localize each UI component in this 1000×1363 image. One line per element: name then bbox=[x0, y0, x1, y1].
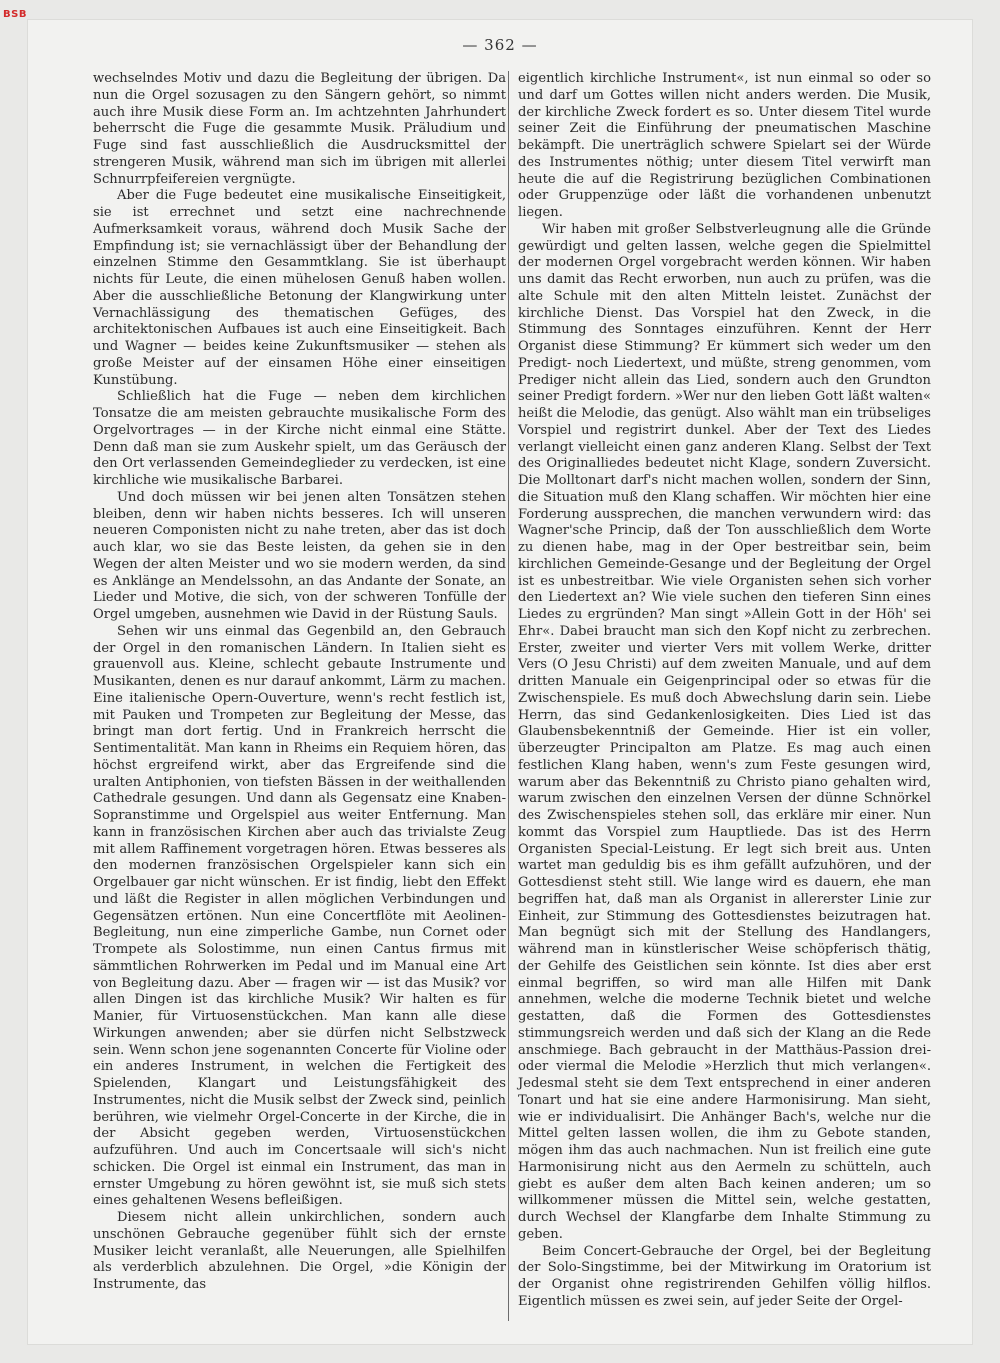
paragraph: Aber die Fuge bedeutet eine musikalische Einseitigkeit, sie ist errechnet und setzt eine nachrechnende Aufmerksamkeit voraus, während doch Musik Sache der Empfindung ist; sie vernachlässigt über der Behandlung der einzelnen Stimme den Gesammtklang. Sie ist überhaupt nichts für Leute, die einen mühelosen Genuß haben wollen. Aber die ausschließliche Betonung der Klangwirkung unter Vernachlässigung des thematischen Gefüges, des architektonischen Aufbaues ist auch eine Einseitigkeit. Bach und Wagner — beides keine Zukunftsmusiker — stehen als große Meister auf der einsamen Höhe einer einseitigen Kunstübung. bbox=[93, 188, 506, 388]
paragraph: wechselndes Motiv und dazu die Begleitung der übrigen. Da nun die Orgel sozusagen zu den Sängern gehört, so nimmt auch ihre Musik diese Form an. Im achtzehnten Jahrhundert beherrscht die Fuge die gesammte Musik. Präludium und Fuge sind fast ausschließlich die Ausdrucksmittel der strengeren Musik, während man sich im übrigen mit allerlei Schnurrpfeifereien vergnügte. bbox=[93, 71, 506, 187]
column-divider bbox=[508, 71, 509, 1321]
right-column bbox=[518, 71, 931, 1311]
paragraph: Wir haben mit großer Selbstverleugnung alle die Gründe gewürdigt und gelten lassen, welche gegen die Spielmittel der modernen Orgel vorgebracht werden können. Wir haben uns damit das Recht erworben, nun auch zu prüfen, was die alte Schule mit den alten Mitteln leistet. Zunächst der kirchliche Dienst. Das Vorspiel hat den Zweck, in die Stimmung des Sonntages einzuführen. Kennt der Herr Organist diese Stimmung? Er kümmert sich weder um den Predigt- noch Liedertext, und müßte, streng genommen, vom Prediger nicht allein das Lied, sondern auch den Grundton seiner Predigt fordern. »Wer nur den lieben Gott läßt walten« heißt die Melodie, das genügt. Also wählt man ein trübseliges Vorspiel und registrirt dunkel. Aber der Text des Liedes verlangt vielleicht einen ganz anderen Klang. Selbst der Text des Originalliedes bedeutet nicht Klage, sondern Zuversicht. Die Molltonart darf's nicht machen wollen, sondern der Sinn, die Situation muß den Klang schaffen. Wir möchten hier eine Forderung aussprechen, die manchen verwundern wird: das Wagner'sche Princip, daß der Ton ausschließlich dem Worte zu dienen habe, mag in der Oper bestreitbar sein, beim kirchlichen Gemeinde-Gesange und der Begleitung der Orgel ist es unbestreitbar. Wie viele Organisten sehen sich vorher den Liedertext an? Wie viele suchen den tieferen Sinn eines Liedes zu ergründen? Man singt »Allein Gott in der Höh' sei Ehr«. Dabei braucht man sich den Kopf nicht zu zerbrechen. Erster, zweiter und vierter Vers mit vollem Werke, dritter Vers (O Jesu Christi) auf dem zweiten Manuale, und auf dem dritten Manuale ein Geigenprincipal oder so etwas für die Zwischenspiele. Es muß doch Abwechslung darin sein. Liebe Herrn, das sind Gedankenlosigkeiten. Dies Lied ist das Glaubensbekenntniß der Gemeinde. Hier ist ein voller, überzeugter Principalton am Platze. Es mag auch einen festlichen Klang haben, wenn's zum Feste gesungen wird, warum aber das Bekenntniß zu Christo piano gehalten wird, warum zwischen den einzelnen Versen der dünne Schnörkel des Zwischenspieles stehen soll, das erkläre mir einer. Nun kommt das Vorspiel zum Hauptliede. Das ist des Herrn Organisten Special-Leistung. Er legt sich breit aus. Unten wartet man geduldig bis es ihm gefällt aufzuhören, und der Gottesdienst steht still. Wie lange wird es dauern, ehe man begriffen hat, daß man als Organist in allererster Linie zur Einheit, zur Stimmung des Gottesdienstes beizutragen hat. Man begnügt sich mit der Stellung des Handlangers, während man in künstlerischer Weise schöpferisch thätig, der Gehilfe des Geistlichen sein könnte. Ist dies aber erst einmal begriffen, so wird man alle Hilfen mit Dank annehmen, welche die moderne Technik bietet und welche gestatten, daß die Formen des Gottesdienstes stimmungsreich werden und daß sich der Klang an die Rede anschmiege. Bach gebraucht in der Matthäus-Passion drei- oder viermal die Melodie »Herzlich thut mich verlangen«. Jedesmal steht sie dem Text entsprechend in einer anderen Tonart und hat sie eine andere Harmonisirung. Man sieht, wie er individualisirt. Die Anhänger Bach's, welche nur die Mittel gelten lassen wollen, die ihm zu Gebote standen, mögen ihm das auch nachmachen. Nun ist freilich eine gute Harmonisirung nicht aus den Aermeln zu schütteln, auch giebt es außer dem alten Bach keinen anderen; um so willkommener müssen die Mittel sein, welche gestatten, durch Wechsel der Klangfarbe dem Inhalte Stimmung zu geben. bbox=[518, 221, 931, 1242]
paragraph: Diesem nicht allein unkirchlichen, sondern auch unschönen Gebrauche gegenüber fühlt sich der ernste Musiker leicht veranlaßt, alle Neuerungen, alle Spielhilfen als verderblich abzulehnen. Die Orgel, »die Königin der Instrumente, das bbox=[93, 1210, 506, 1292]
paragraph: Schließlich hat die Fuge — neben dem kirchlichen Tonsatze die am meisten gebrauchte musikalische Form des Orgelvortrages — in der Kirche nicht einmal eine Stätte. Denn daß man sie zum Auskehr spielt, um das Geräusch der den Ort verlassenden Gemeindeglieder zu verdecken, ist eine kirchliche wie musikalische Barbarei. bbox=[93, 389, 506, 488]
paragraph: Sehen wir uns einmal das Gegenbild an, den Gebrauch der Orgel in den romanischen Ländern. In Italien sieht es grauenvoll aus. Kleine, schlecht gebaute Instrumente und Musikanten, denen es nur darauf ankommt, Lärm zu machen. Eine italienische Opern-Ouverture, wenn's recht festlich ist, mit Pauken und Trompeten zur Begleitung der Messe, das bringt man dort fertig. Und in Frankreich herrscht die Sentimentalität. Man kann in Rheims ein Requiem hören, das höchst ergreifend wirkt, aber das Ergreifende sind die uralten Antiphonien, von tiefsten Bässen in der weithallenden Cathedrale gesungen. Und dann als Gegensatz eine Knaben-Sopranstimme und Orgelspiel aus weiter Entfernung. Man kann in französischen Kirchen aber auch das trivialste Zeug mit allem Raffinement vorgetragen hören. Etwas besseres als den modernen französischen Orgelspieler kann sich ein Orgelbauer gar nicht wünschen. Er ist findig, liebt den Effekt und läßt die Register in allen möglichen Verbindungen und Gegensätzen ertönen. Nun eine Concertflöte mit Aeolinen-Begleitung, nun eine zimperliche Gambe, nun Cornet oder Trompete als Solostimme, nun einen Cantus firmus mit sämmtlichen Rohrwerken im Pedal und im Manual eine Art von Begleitung dazu. Aber — fragen wir — ist das Musik? vor allen Dingen ist das kirchliche Musik? Wir halten es für Manier, für Virtuosenstückchen. Man kann alle diese Wirkungen anwenden; aber sie dürfen nicht Selbstzweck sein. Wenn schon jene sogenannten Concerte für Violine oder ein anderes Instrument, in welchen die Fertigkeit des Spielenden, Klangart und Leistungsfähigkeit des Instrumentes, nicht die Musik selbst der Zweck sind, peinlich berühren, wie vielmehr Orgel-Concerte in der Kirche, die in der Absicht gegeben werden, Virtuosenstückchen aufzuführen. Und auch im Concertsaale will sich's nicht schicken. Die Orgel ist einmal ein Instrument, das man in ernster Umgebung zu hören gewöhnt ist, sie muß sich stets eines gehaltenen Wesens befleißigen. bbox=[93, 623, 506, 1209]
paragraph: Und doch müssen wir bei jenen alten Tonsätzen stehen bleiben, denn wir haben nichts besseres. Ich will unseren neueren Componisten nicht zu nahe treten, aber das ist doch auch klar, wo sie das Beste leisten, da gehen sie in den Wegen der alten Meister und wo sie modern werden, da sind es Anklänge an Mendelssohn, an das Andante der Sonate, an Lieder und Motive, die sich, von der schweren Tonfülle der Orgel umgeben, ausnehmen wie David in der Rüstung Sauls. bbox=[93, 489, 506, 622]
paragraph: Beim Concert-Gebrauche der Orgel, bei der Begleitung der Solo-Singstimme, bei der Mitwirkung im Oratorium ist der Organist ohne registrirenden Gehilfen völlig hilflos. Eigentlich müssen es zwei sein, auf jeder Seite der Orgel- bbox=[518, 1243, 931, 1309]
left-column bbox=[93, 71, 506, 1294]
page-number: — 362 — bbox=[462, 36, 538, 54]
scanned-page bbox=[27, 19, 973, 1345]
paragraph: eigentlich kirchliche Instrument«, ist nun einmal so oder so und darf um Gottes willen nicht anders werden. Die Musik, der kirchliche Zweck fordert es so. Unter diesem Titel wurde seiner Zeit die Einführung der pneumatischen Maschine bekämpft. Die unerträglich schwere Spielart sei der Würde des Instrumentes nöthig; unter diesem Titel verwirft man heute die auf die Registrirung bezüglichen Combinationen oder Gruppenzüge oder läßt die vorhandenen unbenutzt liegen. bbox=[518, 71, 931, 220]
library-stamp: BSB bbox=[3, 9, 27, 20]
